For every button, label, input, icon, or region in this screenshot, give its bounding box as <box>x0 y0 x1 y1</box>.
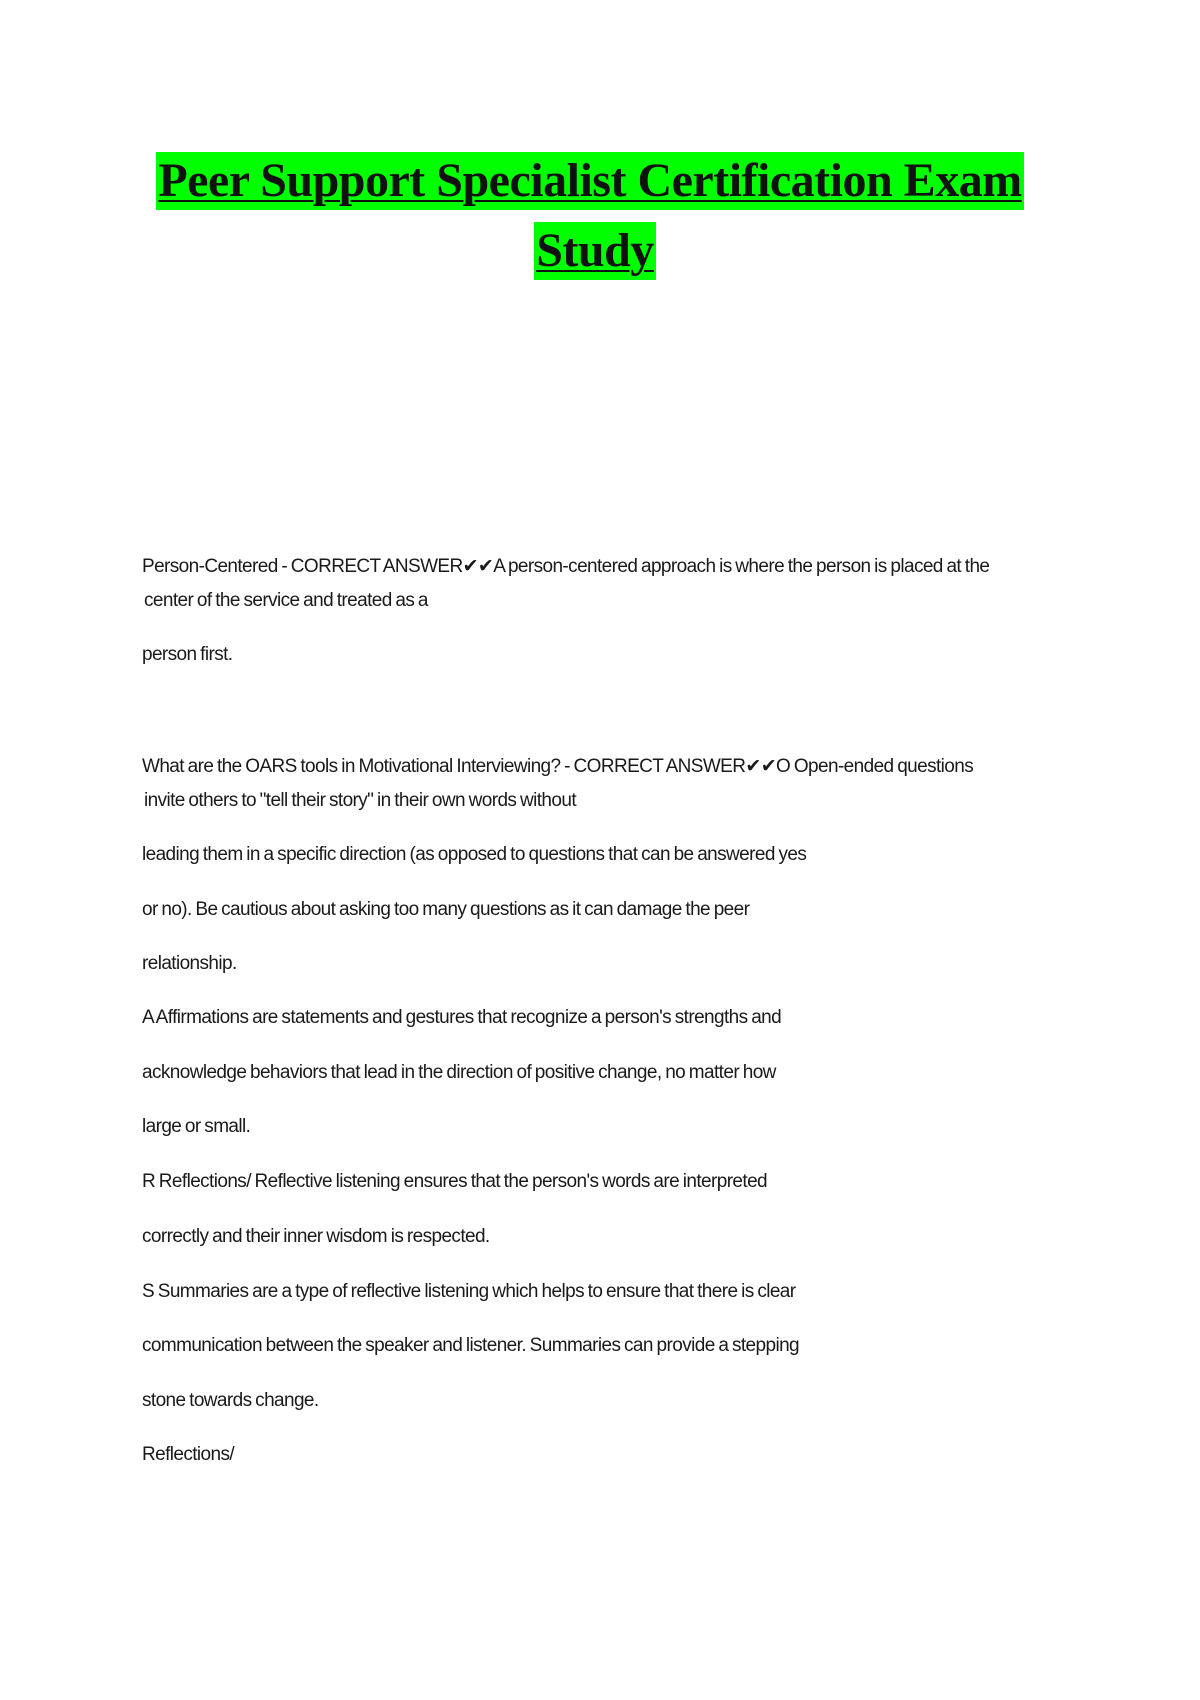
text-line: What are the OARS tools in Motivational Interviewing? - CORRECT ANSWER✔✔O Open-ended questions <box>142 756 974 777</box>
text-line: or no). Be cautious about asking too many questions as it can damage the peer <box>142 899 750 920</box>
text-line: person first. <box>142 644 233 665</box>
text-line: stone towards change. <box>142 1390 319 1411</box>
text-line: communication between the speaker and listener. Summaries can provide a stepping <box>142 1335 800 1356</box>
title-line-2: Study <box>534 222 656 280</box>
text-line: A Affirmations are statements and gestures that recognize a person's strengths and <box>142 1007 782 1028</box>
document-title <box>0 152 1200 280</box>
text-line: R Reflections/ Reflective listening ensures that the person's words are interpreted <box>142 1171 768 1192</box>
text-line: Reflections/ <box>142 1444 235 1465</box>
text-line: relationship. <box>142 953 237 974</box>
text-line: center of the service and treated as a <box>144 590 428 611</box>
text-line: invite others to "tell their story" in their own words without <box>144 790 576 811</box>
title-line-1: Peer Support Specialist Certification Exam <box>156 152 1023 210</box>
text-line: leading them in a specific direction (as opposed to questions that can be answered yes <box>142 844 807 865</box>
text-line: correctly and their inner wisdom is respected. <box>142 1226 490 1247</box>
text-line: S Summaries are a type of reflective listening which helps to ensure that there is clear <box>142 1281 796 1302</box>
text-line: large or small. <box>142 1116 251 1137</box>
text-line: Person-Centered - CORRECT ANSWER✔✔A person-centered approach is where the person is placed at the <box>142 556 990 577</box>
text-line: acknowledge behaviors that lead in the direction of positive change, no matter how <box>142 1062 776 1083</box>
